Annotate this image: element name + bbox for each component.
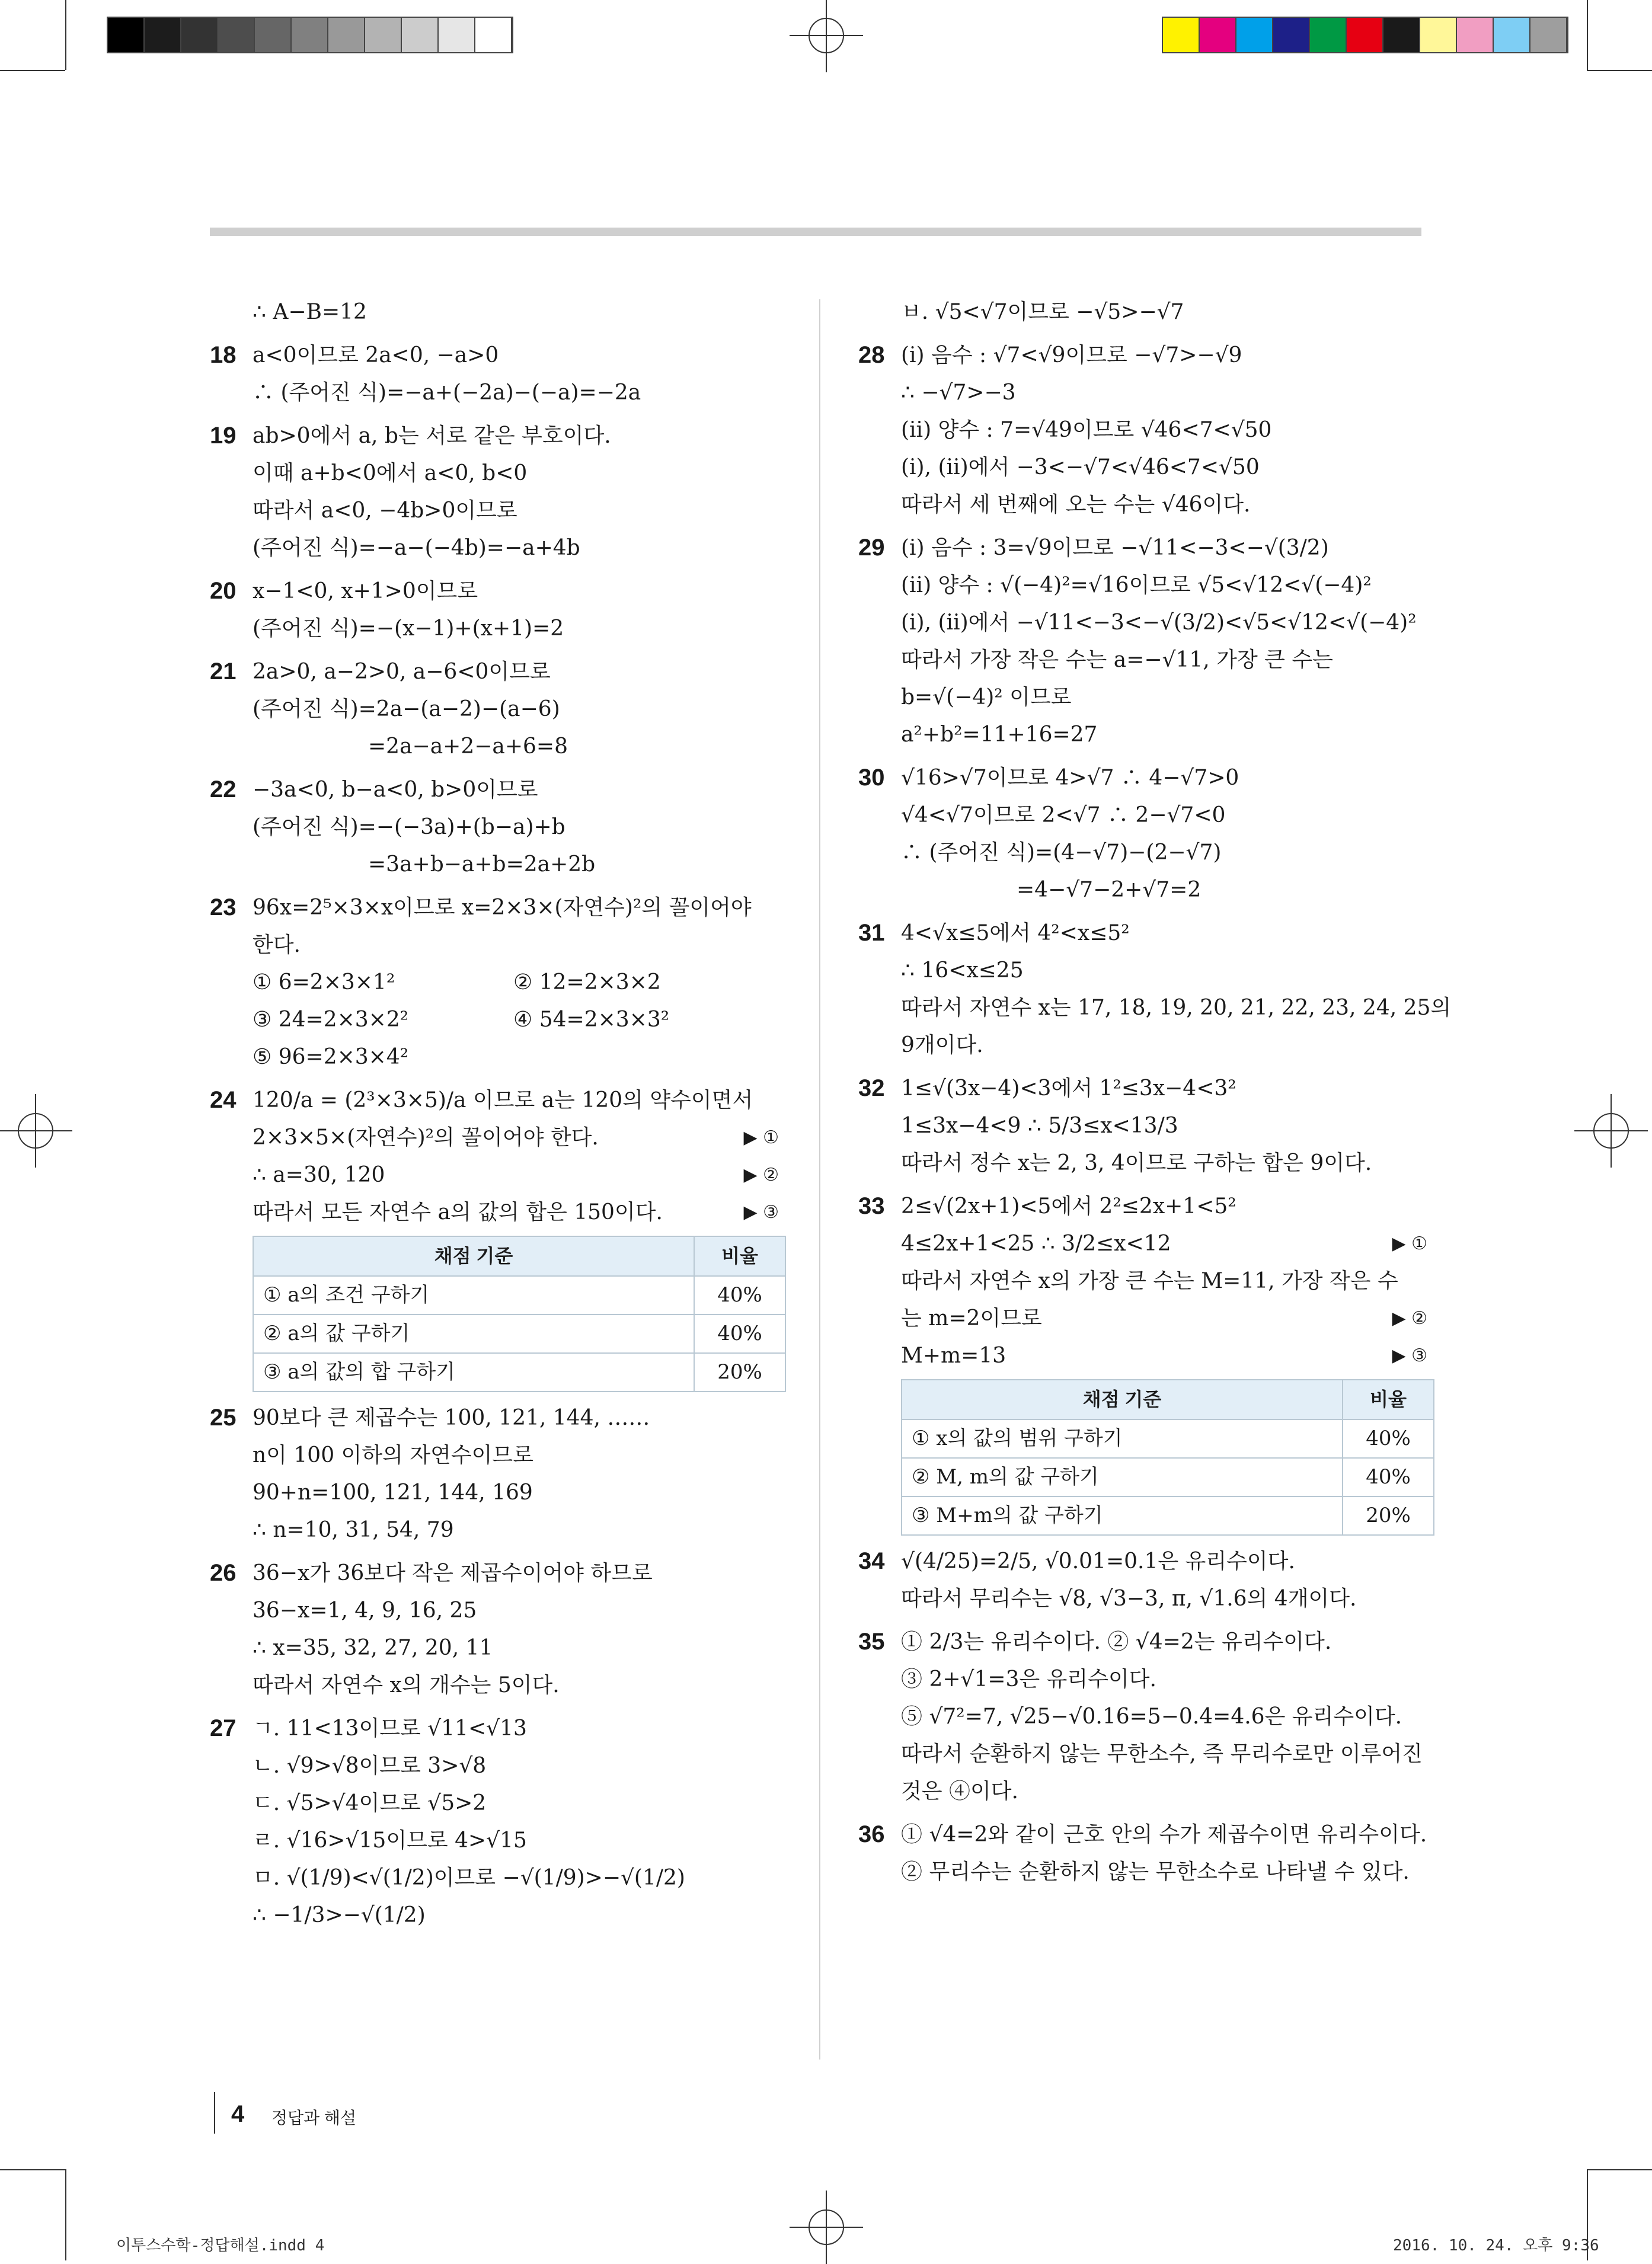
problem <box>210 771 779 883</box>
answer-line: ∴ n=10, 31, 54, 79 <box>253 1518 454 1542</box>
answer-line: ③ 2+√1=3은 유리수이다. <box>901 1667 1156 1691</box>
answer-line <box>253 1194 779 1231</box>
color-swatch <box>1236 18 1273 52</box>
color-swatch <box>1273 18 1310 52</box>
problem-number: 34 <box>858 1548 885 1574</box>
problem-number: 18 <box>210 342 237 368</box>
ratio-cell: 20% <box>694 1353 785 1392</box>
problem <box>210 293 779 331</box>
registration-mark-icon <box>801 11 851 60</box>
problem <box>210 573 779 647</box>
answer-line: (ⅰ) 음수 : √7<√9이므로 −√7>−√9 <box>901 343 1242 367</box>
answer-line <box>253 1156 779 1194</box>
answer-text: 는 m=2이므로 <box>901 1306 1042 1331</box>
answer-line: =3a+b−a+b=2a+2b <box>368 852 596 877</box>
answer-line: ab>0에서 a, b는 서로 같은 부호이다. <box>253 424 611 448</box>
answer-line: ⑤ √7²=7, √25−√0.16=5−0.4=4.6은 유리수이다. <box>901 1705 1402 1729</box>
table-row <box>902 1458 1434 1496</box>
choice-item: ① 6=2×3×1² <box>253 970 395 995</box>
crop-mark <box>0 2169 65 2170</box>
answer-line: =2a−a+2−a+6=8 <box>368 734 568 759</box>
crop-mark <box>1587 2169 1652 2170</box>
answer-line: ㅂ. √5<√7이므로 −√5>−√7 <box>901 300 1184 324</box>
answer-line: 2a>0, a−2>0, a−6<0이므로 <box>253 660 551 684</box>
problem-number: 27 <box>210 1715 237 1741</box>
problem-number: 22 <box>210 776 237 802</box>
answer-line: a²+b²=11+16=27 <box>901 722 1098 747</box>
problem-number: 26 <box>210 1560 237 1586</box>
answer-line: a<0이므로 2a<0, −a>0 <box>253 343 499 367</box>
color-swatch <box>255 18 292 52</box>
color-swatch <box>365 18 402 52</box>
answer-line <box>901 1300 1427 1337</box>
table-row <box>253 1315 785 1353</box>
answer-line: √16>√7이므로 4>√7 ∴ 4−√7>0 <box>901 766 1239 790</box>
answer-line: 것은 ④이다. <box>901 1779 1018 1803</box>
answer-line: ∴ 16<x≤25 <box>901 958 1024 983</box>
answer-line: ∴ x=35, 32, 27, 20, 11 <box>253 1636 493 1660</box>
answer-text: 2×3×5×(자연수)²의 꼴이어야 한다. <box>253 1125 599 1150</box>
criteria-cell: ③ M+m의 값 구하기 <box>902 1496 1343 1535</box>
answer-line: b=√(−4)² 이므로 <box>901 685 1072 709</box>
step-marker: ▶ ② <box>1392 1308 1427 1329</box>
problem <box>858 529 1427 753</box>
answer-line: (주어진 식)=−(−3a)+(b−a)+b <box>253 815 565 839</box>
answer-line: ㅁ. √(1/9)<√(1/2)이므로 −√(1/9)>−√(1/2) <box>253 1866 685 1890</box>
answer-line <box>901 1188 1427 1225</box>
problem-number: 35 <box>858 1629 885 1655</box>
problem-number: 21 <box>210 658 237 685</box>
step-marker: ▶ ③ <box>1392 1345 1427 1366</box>
header-rule <box>210 228 1421 236</box>
ratio-cell: 40% <box>694 1315 785 1353</box>
table-row <box>902 1419 1434 1458</box>
table-row <box>253 1276 785 1315</box>
answer-line: (ⅰ), (ⅱ)에서 −√11<−3<−√(3/2)<√5<√12<√(−4)² <box>901 610 1417 635</box>
registration-mark-icon <box>1586 1106 1636 1156</box>
answer-line: ① √4=2와 같이 근호 안의 수가 제곱수이면 유리수이다. <box>901 1822 1427 1847</box>
answer-line <box>253 1119 779 1156</box>
right-column <box>858 293 1452 1897</box>
problem-number: 24 <box>210 1087 237 1113</box>
choice-item: ⑤ 96=2×3×4² <box>253 1045 409 1069</box>
problem <box>210 1710 779 1934</box>
problem <box>210 889 779 1076</box>
column-divider <box>819 299 820 2060</box>
step-marker: ▶ ① <box>1392 1233 1427 1254</box>
page-number: 4 <box>231 2101 245 2127</box>
answer-line <box>253 1082 779 1119</box>
answer-line: ② 무리수는 순환하지 않는 무한소수로 나타낼 수 있다. <box>901 1860 1410 1884</box>
answer-line: (ⅰ) 음수 : 3=√9이므로 −√11<−3<−√(3/2) <box>901 536 1329 560</box>
answer-text: 따라서 자연수 x의 가장 큰 수는 M=11, 가장 작은 수 <box>901 1269 1398 1293</box>
color-swatch <box>1457 18 1494 52</box>
answer-line: 따라서 세 번째에 오는 수는 √46이다. <box>901 493 1251 517</box>
answer-line: ∴ −1/3>−√(1/2) <box>253 1903 426 1927</box>
criteria-cell: ① x의 값의 범위 구하기 <box>902 1419 1343 1458</box>
answer-line: 한다. <box>253 933 301 957</box>
color-swatch <box>1163 18 1200 52</box>
left-column <box>210 293 779 1940</box>
registration-mark-icon <box>801 2202 851 2252</box>
answer-line: 따라서 가장 작은 수는 a=−√11, 가장 큰 수는 <box>901 648 1333 672</box>
problem <box>858 759 1427 909</box>
color-swatch <box>328 18 365 52</box>
answer-line: =4−√7−2+√7=2 <box>1017 878 1202 902</box>
answer-line: x−1<0, x+1>0이므로 <box>253 579 478 603</box>
answer-line: ∴ (주어진 식)=(4−√7)−(2−√7) <box>901 840 1222 865</box>
color-swatch <box>1383 18 1420 52</box>
answer-line: ㄱ. 11<13이므로 √11<√13 <box>253 1716 527 1741</box>
color-swatch <box>1200 18 1236 52</box>
answer-line: (ⅰ), (ⅱ)에서 −3<−√7<√46<7<√50 <box>901 455 1260 479</box>
color-swatch <box>181 18 218 52</box>
answer-line: n이 100 이하의 자연수이므로 <box>253 1443 533 1467</box>
choice-item: ③ 24=2×3×2² <box>253 1008 409 1032</box>
choice-item: ② 12=2×3×2 <box>513 970 661 995</box>
problem-number: 25 <box>210 1405 237 1431</box>
answer-line <box>901 1337 1427 1374</box>
answer-line: 따라서 자연수 x의 개수는 5이다. <box>253 1673 560 1697</box>
problem <box>210 653 779 765</box>
gray-swatch-bar <box>107 17 513 53</box>
slug-filename: 이투스수학-정답해설.indd 4 <box>116 2237 325 2255</box>
answer-line: 1≤3x−4<9 ∴ 5/3≤x<13/3 <box>901 1114 1178 1138</box>
problem <box>858 1070 1427 1182</box>
problem-number: 19 <box>210 423 237 449</box>
table-header-ratio: 비율 <box>694 1236 785 1276</box>
problem-number: 30 <box>858 765 885 791</box>
answer-line: (주어진 식)=−a−(−4b)=−a+4b <box>253 536 580 560</box>
answer-line: 36−x=1, 4, 9, 16, 25 <box>253 1598 477 1623</box>
color-swatch <box>292 18 328 52</box>
problem <box>858 1816 1427 1891</box>
criteria-cell: ② a의 값 구하기 <box>253 1315 694 1353</box>
choice-item <box>513 1038 774 1076</box>
answer-line: 이때 a+b<0에서 a<0, b<0 <box>253 461 528 485</box>
problem <box>858 293 1427 331</box>
color-swatch <box>218 18 255 52</box>
problem-number: 20 <box>210 578 237 604</box>
answer-text: 2≤√(2x+1)<5에서 2²≤2x+1<5² <box>901 1194 1236 1219</box>
color-swatch <box>108 18 145 52</box>
step-marker: ▶ ② <box>743 1165 779 1185</box>
answer-line: (ⅱ) 양수 : √(−4)²=√16이므로 √5<√12<√(−4)² <box>901 573 1372 597</box>
color-swatch <box>439 18 475 52</box>
problem-24 <box>210 1082 779 1392</box>
answer-line: ① 2/3는 유리수이다. ② √4=2는 유리수이다. <box>901 1630 1332 1654</box>
answer-line: √(4/25)=2/5, √0.01=0.1은 유리수이다. <box>901 1549 1295 1574</box>
choice-row <box>253 1001 779 1038</box>
color-swatch-bar <box>1162 17 1568 53</box>
answer-line: 90+n=100, 121, 144, 169 <box>253 1480 533 1505</box>
problem-number: 33 <box>858 1193 885 1219</box>
crop-mark <box>65 0 66 70</box>
problem <box>210 1555 779 1704</box>
table-header-ratio: 비율 <box>1343 1380 1434 1419</box>
color-swatch <box>1347 18 1383 52</box>
answer-line: −3a<0, b−a<0, b>0이므로 <box>253 778 538 802</box>
color-swatch <box>1420 18 1457 52</box>
problem-number: 29 <box>858 535 885 561</box>
scoring-table <box>253 1236 786 1392</box>
answer-line: ∴ (주어진 식)=−a+(−2a)−(−a)=−2a <box>253 380 641 405</box>
step-marker: ▶ ① <box>743 1127 779 1148</box>
answer-line <box>901 1262 1427 1300</box>
ratio-cell: 40% <box>694 1276 785 1315</box>
answer-line <box>901 1225 1427 1262</box>
choice-item: ④ 54=2×3×3² <box>513 1008 670 1032</box>
color-swatch <box>1494 18 1530 52</box>
answer-line: √4<√7이므로 2<√7 ∴ 2−√7<0 <box>901 803 1226 827</box>
problem-number: 28 <box>858 342 885 368</box>
answer-text: 4≤2x+1<25 ∴ 3/2≤x<12 <box>901 1232 1171 1256</box>
color-swatch <box>402 18 439 52</box>
answer-line: 따라서 정수 x는 2, 3, 4이므로 구하는 합은 9이다. <box>901 1151 1372 1175</box>
answer-line: (주어진 식)=2a−(a−2)−(a−6) <box>253 697 560 721</box>
problem-33 <box>858 1188 1427 1536</box>
crop-mark <box>1587 0 1588 70</box>
footer-label: 정답과 해설 <box>271 2109 357 2127</box>
answer-line: 4<√x≤5에서 4²<x≤5² <box>901 921 1130 945</box>
ratio-cell: 40% <box>1343 1419 1434 1458</box>
answer-line: 따라서 자연수 x는 17, 18, 19, 20, 21, 22, 23, 24, 25의 <box>901 996 1452 1020</box>
answer-text: ∴ a=30, 120 <box>253 1163 385 1187</box>
crop-mark <box>1587 70 1652 71</box>
choice-row <box>253 1038 779 1076</box>
answer-line: 따라서 순환하지 않는 무한소수, 즉 무리수로만 이루어진 <box>901 1742 1423 1766</box>
problem <box>210 337 779 411</box>
answer-line: ㄹ. √16>√15이므로 4>√15 <box>253 1828 527 1853</box>
criteria-cell: ② M, m의 값 구하기 <box>902 1458 1343 1496</box>
color-swatch <box>1530 18 1567 52</box>
color-swatch <box>1310 18 1347 52</box>
answer-line: 따라서 a<0, −4b>0이므로 <box>253 498 517 523</box>
answer-line: 1≤√(3x−4)<3에서 1²≤3x−4<3² <box>901 1076 1236 1101</box>
problem <box>858 914 1452 1064</box>
color-swatch <box>475 18 512 52</box>
problem-number: 36 <box>858 1821 885 1847</box>
step-marker: ▶ ③ <box>743 1202 779 1223</box>
problem <box>858 1623 1427 1810</box>
answer-text: M+m=13 <box>901 1344 1006 1368</box>
answer-text: 120/a = (2³×3×5)/a 이므로 a는 120의 약수이면서 <box>253 1088 753 1112</box>
problem <box>858 1543 1427 1617</box>
scoring-table <box>901 1379 1434 1536</box>
answer-line: 96x=2⁵×3×x이므로 x=2×3×(자연수)²의 꼴이어야 <box>253 896 752 920</box>
table-row <box>902 1496 1434 1535</box>
table-header-criteria: 채점 기준 <box>902 1380 1343 1419</box>
answer-line: 90보다 큰 제곱수는 100, 121, 144, …… <box>253 1406 650 1430</box>
registration-mark-icon <box>11 1106 60 1156</box>
color-swatch <box>145 18 181 52</box>
criteria-cell: ① a의 조건 구하기 <box>253 1276 694 1315</box>
ratio-cell: 40% <box>1343 1458 1434 1496</box>
table-row <box>253 1353 785 1392</box>
answer-line: 9개이다. <box>901 1033 983 1057</box>
problem-number: 32 <box>858 1075 885 1101</box>
choice-row <box>253 964 779 1001</box>
answer-text: 따라서 모든 자연수 a의 값의 합은 150이다. <box>253 1200 663 1224</box>
slug-timestamp: 2016. 10. 24. 오후 9:36 <box>1393 2237 1599 2255</box>
footer-rule <box>214 2092 215 2134</box>
answer-line: 36−x가 36보다 작은 제곱수이어야 하므로 <box>253 1561 653 1585</box>
answer-line: (ⅱ) 양수 : 7=√49이므로 √46<7<√50 <box>901 418 1272 442</box>
problem <box>210 417 779 567</box>
answer-line: ㄴ. √9>√8이므로 3>√8 <box>253 1754 487 1778</box>
table-header-criteria: 채점 기준 <box>253 1236 694 1276</box>
criteria-cell: ③ a의 값의 합 구하기 <box>253 1353 694 1392</box>
crop-mark <box>65 2169 66 2260</box>
crop-mark <box>0 70 65 71</box>
answer-line: (주어진 식)=−(x−1)+(x+1)=2 <box>253 616 564 641</box>
ratio-cell: 20% <box>1343 1496 1434 1535</box>
answer-line: ∴ A−B=12 <box>253 300 367 324</box>
answer-line: ∴ −√7>−3 <box>901 380 1016 405</box>
answer-line: 따라서 무리수는 √8, √3−3, π, √1.6의 4개이다. <box>901 1587 1357 1611</box>
problem-number: 31 <box>858 920 885 946</box>
problem <box>858 337 1427 523</box>
answer-line: ㄷ. √5>√4이므로 √5>2 <box>253 1791 487 1815</box>
problem <box>210 1399 779 1549</box>
problem-number: 23 <box>210 894 237 920</box>
